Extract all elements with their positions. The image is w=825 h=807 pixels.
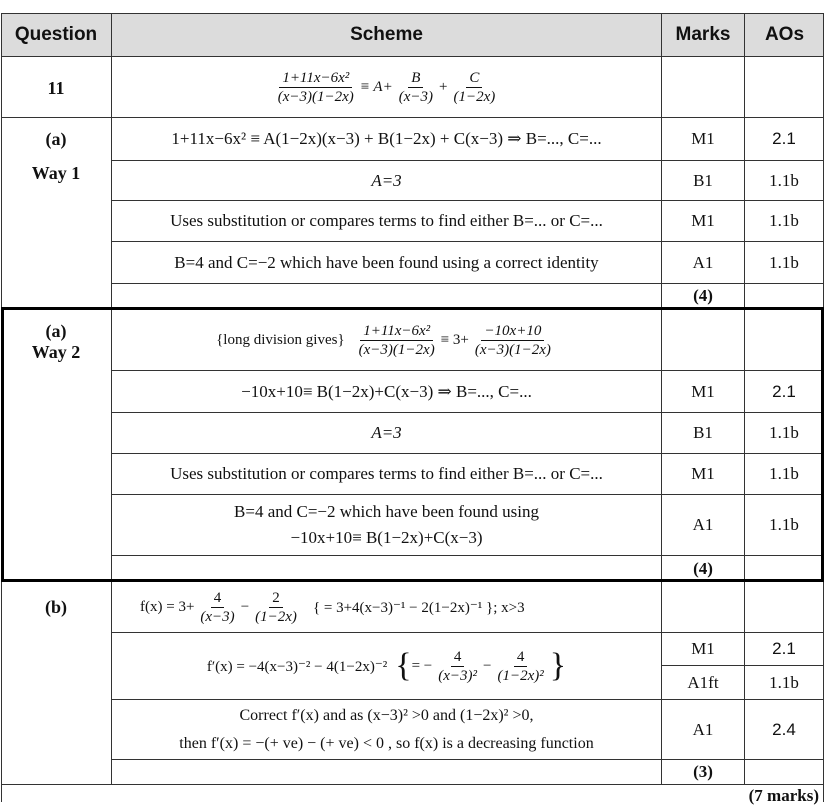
a1-row4-mark: A1 (692, 252, 714, 272)
a2-div-num2: −10x+10 (481, 322, 544, 341)
b-fd-d2: (1−2x)² (497, 667, 544, 684)
a2-row3-ao: 1.1b (769, 464, 799, 483)
a2-row1-mark: M1 (691, 381, 715, 401)
b-fd-ao1: 2.1 (772, 639, 796, 658)
q11-identity (112, 57, 661, 117)
q11-lhs-den: (x−3)(1−2x) (277, 88, 354, 105)
a2-div-equiv: ≡ 3+ (440, 331, 469, 348)
q11-b-num: B (408, 69, 423, 88)
b-f-n1: 4 (211, 589, 225, 608)
a2-div-num: 1+11x−6x² (360, 322, 433, 341)
a2-row1-scheme: −10x+10≡ B(1−2x)+C(x−3) ⇒ B=..., C=... (241, 381, 532, 401)
a1-row3-scheme: Uses substitution or compares terms to find either B=... or C=... (170, 211, 603, 230)
q11-equiv: ≡ A+ (359, 78, 393, 95)
part-b-label: (b) (45, 597, 67, 617)
q11-lhs-num: 1+11x−6x² (279, 69, 352, 88)
a2-row4-scheme (112, 495, 661, 555)
q11-b-den: (x−3) (398, 88, 433, 105)
a1-row4-ao: 1.1b (769, 252, 799, 272)
b-total: (3) (693, 762, 713, 781)
b-fd-d1: (x−3)² (438, 667, 478, 684)
a2-row4-line1: B=4 and C=−2 which have been found using (234, 502, 539, 521)
b-f-d1: (x−3) (200, 608, 235, 625)
b-f-n2: 2 (269, 589, 283, 608)
a2-row3-scheme: Uses substitution or compares terms to find either B=... or C=... (170, 464, 603, 483)
b-f-suffix: { = 3+4(x−3)⁻¹ − 2(1−2x)⁻¹ }; x>3 (312, 599, 525, 616)
b-conclusion (112, 700, 661, 759)
a1-row3-ao: 1.1b (769, 211, 799, 230)
a2-total: (4) (693, 558, 713, 578)
q11-c-den: (1−2x) (453, 88, 496, 105)
b-fd-inner: = − (411, 657, 433, 674)
q11-plus: + (438, 78, 448, 95)
b-conclusion-ao: 2.4 (772, 719, 796, 739)
a1-row1-mark: M1 (691, 129, 715, 148)
b-fd-n1: 4 (451, 648, 465, 667)
a2-row4-line2: −10x+10≡ B(1−2x)+C(x−3) (290, 528, 483, 547)
b-fd-prefix: f′(x) = −4(x−3)⁻² − 4(1−2x)⁻² (206, 658, 388, 675)
part-a2-way: Way 2 (31, 342, 81, 362)
a2-row2-ao: 1.1b (769, 423, 799, 442)
part-a2-label: (a) (45, 321, 67, 341)
b-conclusion-line2: then f′(x) = −(+ ve) − (+ ve) < 0 , so f(x) is a decreasing function (179, 734, 594, 752)
q11-c-num: C (466, 69, 482, 88)
a2-row2-mark: B1 (693, 423, 713, 442)
a1-total: (4) (693, 285, 713, 305)
b-f-minus: − (240, 598, 250, 615)
a1-row4-scheme: B=4 and C=−2 which have been found using a correct identity (174, 252, 599, 272)
a2-long-division (112, 310, 661, 370)
header-aos: AOs (745, 13, 824, 56)
b-function (112, 582, 661, 632)
part-a1-label: (a) (45, 129, 67, 149)
b-fd-mark2: A1ft (687, 672, 719, 692)
b-fd-minus: − (483, 657, 492, 674)
a1-row2-mark: B1 (693, 170, 713, 190)
a2-row3-mark: M1 (691, 464, 715, 483)
a2-div-den: (x−3)(1−2x) (358, 341, 435, 358)
b-derivative: f′(x) = −4(x−3)⁻² − 4(1−2x)⁻² { = − $\frac{4}{\text{(x−3)²}}$ − $\frac{4}{\text{(1−2x)²}}$ } (206, 647, 567, 684)
a1-row1-scheme: 1+11x−6x² ≡ A(1−2x)(x−3) + B(1−2x) + C(x−3) ⇒ B=..., C=... (171, 129, 602, 148)
a2-row1-ao: 2.1 (772, 381, 796, 401)
a1-row3-mark: M1 (691, 211, 715, 230)
a1-row2-ao: 1.1b (769, 170, 799, 190)
rule-top (1, 13, 824, 14)
b-fd-ao2: 1.1b (769, 672, 799, 692)
part-a1-way: Way 1 (31, 163, 81, 183)
question-number: 11 (47, 78, 65, 98)
b-conclusion-line1: Correct f′(x) and as (x−3)² >0 and (1−2x)² >0, (239, 706, 534, 724)
mark-scheme-table (1, 13, 824, 805)
a2-row2-scheme: A=3 (371, 423, 402, 442)
a2-div-den2: (x−3)(1−2x) (474, 341, 551, 358)
border-right (823, 13, 824, 802)
a2-row4-mark: A1 (692, 515, 714, 534)
grand-total: (7 marks) (748, 786, 819, 805)
a1-row2-scheme: A=3 (371, 170, 402, 190)
a1-row1-ao: 2.1 (772, 129, 796, 148)
header-question: Question (1, 13, 111, 56)
header-scheme: Scheme (112, 13, 661, 56)
a2-div-prefix: {long division gives} (216, 331, 345, 348)
b-f-d2: (1−2x) (255, 608, 297, 625)
b-fd-mark1: M1 (691, 639, 715, 658)
b-f-prefix: f(x) = 3+ (140, 598, 195, 615)
a2-row4-ao: 1.1b (769, 515, 799, 534)
header-marks: Marks (662, 13, 744, 56)
b-fd-n2: 4 (514, 648, 528, 667)
b-conclusion-mark: A1 (692, 719, 714, 739)
